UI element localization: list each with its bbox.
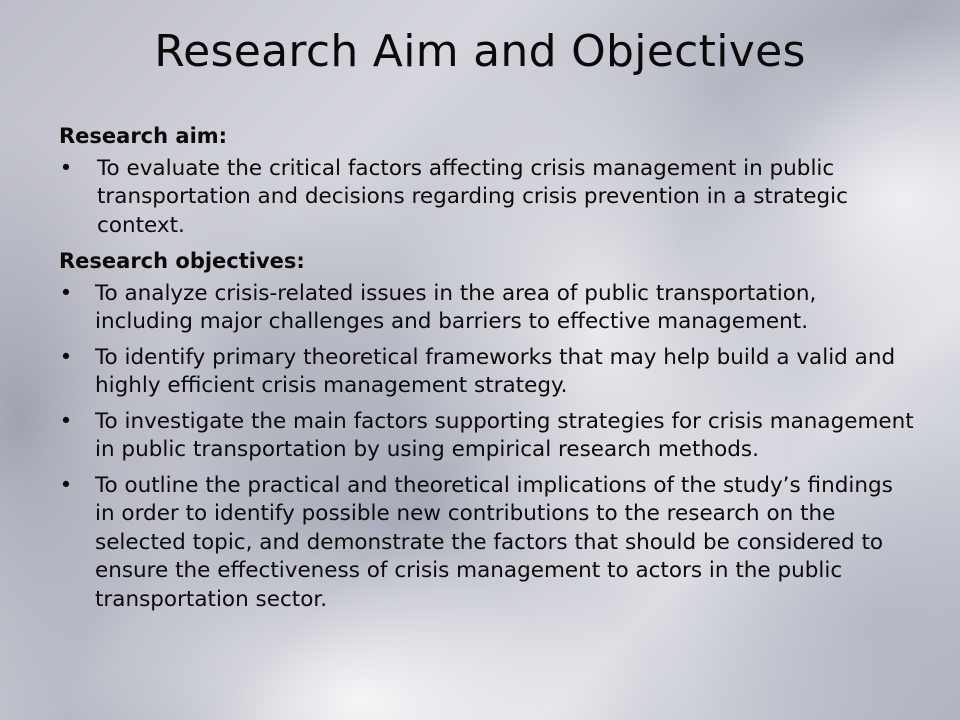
list-item-text: To investigate the main factors supporting strategies for crisis management in public transportation by using empirical research methods.: [95, 408, 914, 462]
list-item: [59, 155, 919, 241]
slide-content: [59, 122, 919, 621]
research-aim-list: [59, 155, 919, 241]
research-objectives-heading: Research objectives:: [59, 249, 305, 273]
list-item: [59, 344, 919, 401]
list-item-text: To outline the practical and theoretical implications of the study’s findings in order to identify possible new contributions to the research on the selected topic, and demonstrate the factors that should be considered to ensure the effectiveness of crisis management to actors in the public transportation sector.: [95, 472, 893, 612]
list-item: [59, 280, 919, 337]
research-objectives-list: [59, 280, 919, 615]
bullet-icon: •: [59, 472, 73, 498]
list-item-text: To analyze crisis-related issues in the area of public transportation, including major challenges and barriers to effective management.: [95, 280, 817, 334]
bullet-icon: •: [59, 344, 73, 370]
list-item: [59, 408, 919, 465]
bullet-icon: •: [59, 155, 73, 181]
list-item-text: To identify primary theoretical frameworks that may help build a valid and highly efficient crisis management strategy.: [95, 344, 896, 398]
bullet-icon: •: [59, 280, 73, 306]
list-item-text: To evaluate the critical factors affecting crisis management in public transportation and decisions regarding crisis prevention in a strategic context.: [97, 155, 848, 238]
bullet-icon: •: [59, 408, 73, 434]
slide-title: Research Aim and Objectives: [154, 26, 806, 77]
research-aim-heading: Research aim:: [59, 124, 228, 148]
list-item: [59, 472, 919, 615]
